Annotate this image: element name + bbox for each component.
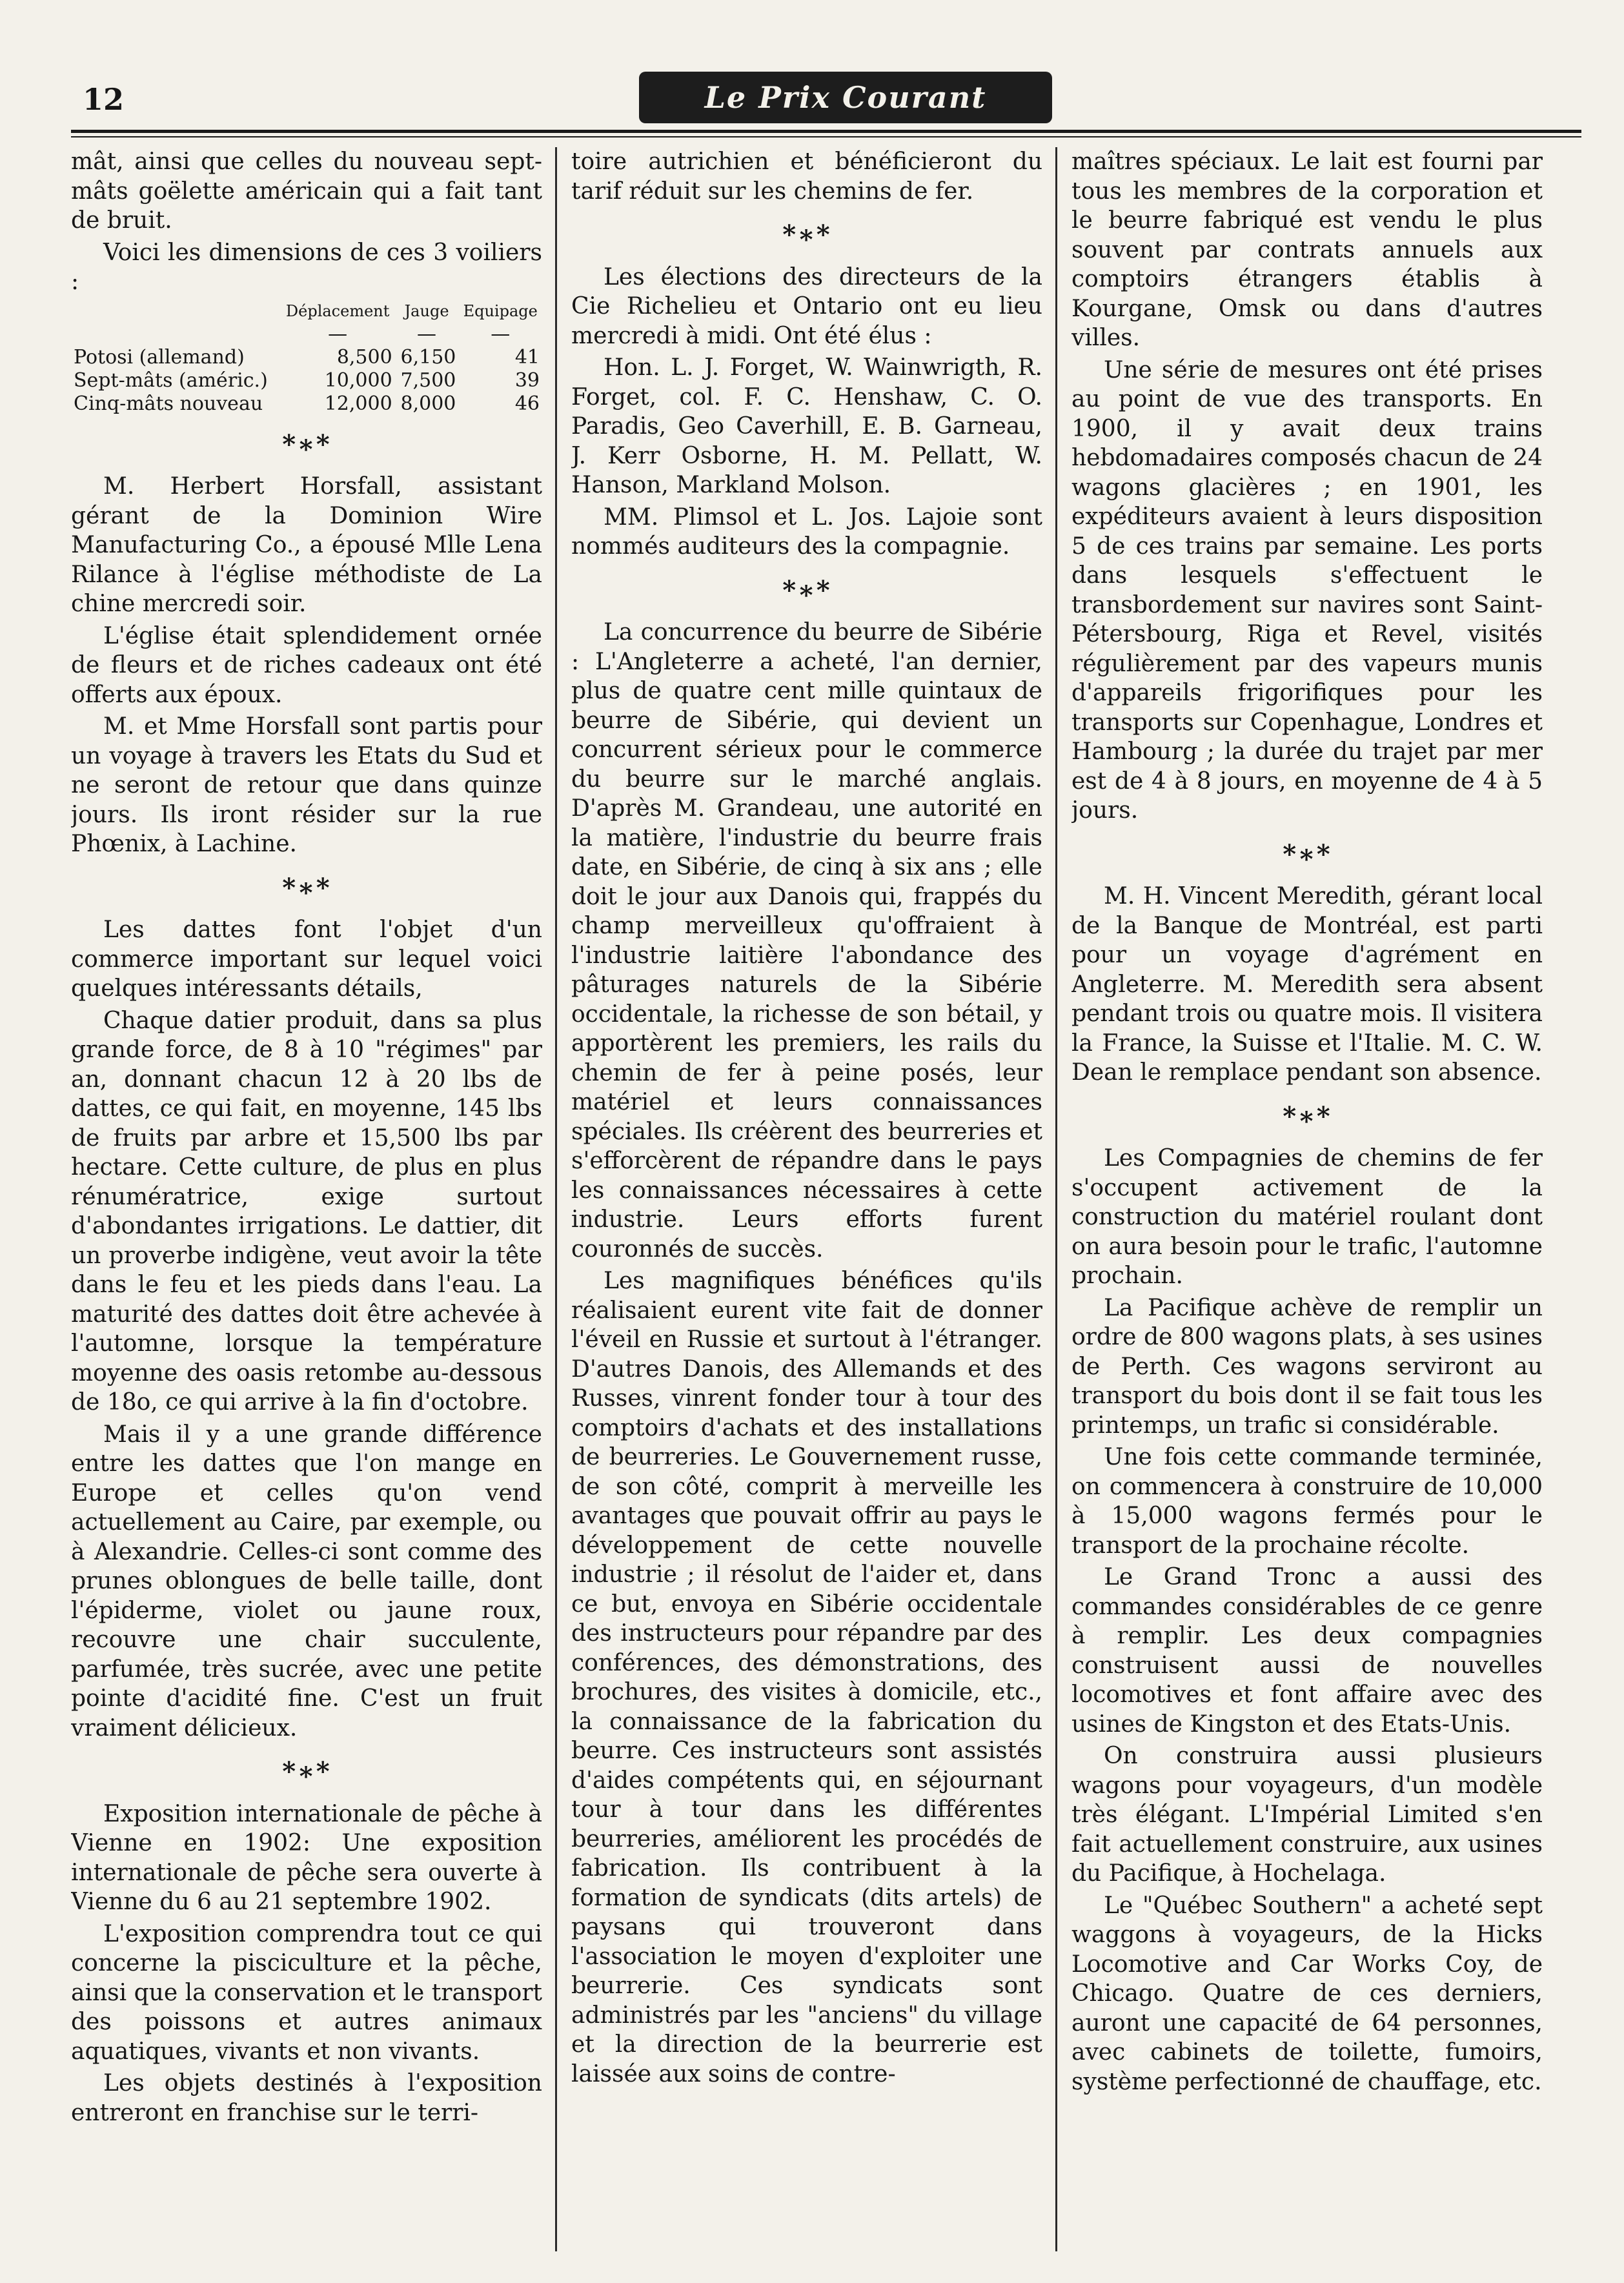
crew: 46 xyxy=(514,392,540,415)
paragraph: Les élections des directeurs de la Cie Richelieu et Ontario ont eu lieu mercredi à midi. Ont été élus : xyxy=(571,263,1042,349)
paragraph: Les magnifiques bénéfices qu'ils réalisaient eurent vite fait de donner l'éveil en Russie et surtout à l'étranger. D'autres Danois, des Allemands et des Russes, vinrent fonder tour à tour des comptoirs d'achats et des installations de beurreries. Le Gouvernement russe, de son côté, comprit à merveille les avantages que pouvait offrir au pays le développement de cette nouvelle industrie ; il résolut de l'aider et, dans ce but, envoya en Sibérie occidentale des instructeurs pour répandre par des conférences, des démonstrations, des brochures, des visites à domicile, etc., la connaissance de la fabrication du beurre. Ces instructeurs sont assistés d'aides compétents qui, en séjournant tour à tour dans les différentes beurreries, améliorent les procédés de fabrication. Ils contribuent à la formation de syndicats (dits artels) de paysans qui trouveront dans l'association le moyen d'exploiter une beurrerie. Ces syndicats sont administrés par les "anciens" du village et la direction de la beurrerie est laissée aux soins de contre- xyxy=(571,1268,1042,2087)
column-divider xyxy=(555,147,557,2251)
paragraph: L'église était splendidement ornée de fleurs et de riches cadeaux ont été offerts aux époux. xyxy=(71,622,542,708)
paragraph: Le Grand Tronc a aussi des commandes considérables de ce genre à remplir. Les deux compagnies construisent aussi de nouvelles locomotives et font affaire avec des usines de Kingston et des Etats-Unis. xyxy=(1071,1564,1543,1738)
table-dash: — xyxy=(417,322,437,345)
table-header: Equipage xyxy=(463,301,538,320)
section-separator: *∗* xyxy=(282,872,331,903)
table-header: Déplacement xyxy=(285,301,390,320)
column-1 xyxy=(71,147,542,2251)
column-divider xyxy=(1055,147,1057,2251)
paragraph: Les objets destinés à l'exposition entreront en franchise sur le terri- xyxy=(71,2070,542,2126)
paragraph: M. H. Vincent Meredith, gérant local de la Banque de Montréal, est parti pour un voyage d'agrément en Angleterre. M. Meredith sera absent pendant trois ou quatre mois. Il visitera la France, la Suisse et l'Italie. M. C. W. Dean le remplace pendant son absence. xyxy=(1071,883,1543,1086)
paragraph: toire autrichien et bénéficieront du tarif réduit sur les chemins de fer. xyxy=(571,148,1042,205)
article-columns xyxy=(71,147,1581,2251)
header-rule-thin xyxy=(71,136,1581,137)
displacement: 10,000 xyxy=(324,369,392,392)
section-separator: *∗* xyxy=(782,574,831,605)
ship-name: Potosi (allemand) xyxy=(74,345,245,369)
paragraph: Une fois cette commande terminée, on commencera à construire de 10,000 à 15,000 wagons fermés pour le transport de la prochaine récolte. xyxy=(1071,1444,1543,1559)
paragraph: Mais il y a une grande différence entre les dattes que l'on mange en Europe et celles qu'on vend actuellement au Caire, par exemple, ou à Alexandrie. Celles-ci sont comme des prunes oblongues de belle taille, dont l'épiderme, violet ou jaune roux, recouvre une chair succulente, parfumée, très sucrée, avec une petite pointe d'acidité fine. C'est un fruit vraiment délicieux. xyxy=(71,1421,542,1741)
paragraph: Le "Québec Southern" a acheté sept waggons à voyageurs, de la Hicks Locomotive and Car Works Coy, de Chicago. Quatre de ces derniers, auront une capacité de 64 personnes, avec cabinets de toilette, fumoirs, système perfectionné de chauffage, etc. xyxy=(1071,1892,1543,2095)
tonnage: 6,150 xyxy=(400,345,456,369)
paragraph: MM. Plimsol et L. Jos. Lajoie sont nommés auditeurs des la compagnie. xyxy=(571,503,1042,560)
paragraph: La Pacifique achève de remplir un ordre de 800 wagons plats, à ses usines de Perth. Ces wagons serviront au transport du bois dont il se fait tous les printemps, un trafic si considérable. xyxy=(1071,1294,1543,1439)
paragraph: Une série de mesures ont été prises au point de vue des transports. En 1900, il y avait deux trains hebdomadaires composés chacun de 24 wagons glacières ; en 1901, les expéditeurs avaient à leurs disposition 5 de ces trains par semaine. Les ports dans lesquels s'effectuent le transbordement sur navires sont Saint-Pétersbourg, Riga et Revel, visités régulièrement par des vapeurs munis d'appareils frigorifiques pour les transports sur Copenhague, Londres et Hambourg ; la durée du trajet par mer est de 4 à 8 jours, en moyenne de 4 à 5 jours. xyxy=(1071,356,1543,824)
section-separator: *∗* xyxy=(1283,838,1332,869)
paragraph: Les dattes font l'objet d'un commerce important sur lequel voici quelques intéressants détails, xyxy=(71,917,542,1002)
crew: 41 xyxy=(514,345,540,369)
paragraph: Les Compagnies de chemins de fer s'occupent activement de la construction du matériel roulant dont on aura besoin pour le trafic, l'automne prochain. xyxy=(1071,1145,1543,1289)
column-3 xyxy=(1071,147,1543,2251)
section-separator: *∗* xyxy=(1283,1101,1332,1131)
table-dash: — xyxy=(328,322,348,345)
displacement: 12,000 xyxy=(324,392,392,415)
paragraph: Chaque datier produit, dans sa plus grande force, de 8 à 10 "régimes" par an, donnant chacun 12 à 20 lbs de dattes, ce qui fait, en moyenne, 145 lbs de fruits par arbre et 15,500 lbs par hectare. Cette culture, de plus en plus rénumératrice, exige surtout d'abondantes irrigations. Le dattier, dit un proverbe indigène, veut avoir la tête dans le feu et les pieds dans l'eau. La maturité des dattes doit être achevée à l'automne, lorsque la température moyenne des oasis retombe au-dessous de 18o, ce qui arrive à la fin d'octobre. xyxy=(71,1007,542,1415)
masthead-logo: Le Prix Courant xyxy=(639,72,1052,123)
paragraph: M. Herbert Horsfall, assistant gérant de la Dominion Wire Manufacturing Co., a épousé Mlle Lena Rilance à l'église méthodiste de La chine mercredi soir. xyxy=(71,473,542,617)
column-2 xyxy=(571,147,1042,2251)
paragraph: Voici les dimensions de ces 3 voiliers : xyxy=(71,239,542,295)
section-separator: *∗* xyxy=(282,1756,331,1787)
page-number: 12 xyxy=(83,82,125,117)
table-row xyxy=(71,369,542,392)
paragraph: M. et Mme Horsfall sont partis pour un voyage à travers les Etats du Sud et ne seront de retour que dans quinze jours. Ils iront résider sur la rue Phœnix, à Lachine. xyxy=(71,713,542,857)
table-header xyxy=(71,299,281,323)
ship-name: Sept-mâts (améric.) xyxy=(74,369,268,392)
section-separator: *∗* xyxy=(782,219,831,250)
page-header xyxy=(71,68,1581,139)
ship-name: Cinq-mâts nouveau xyxy=(74,392,263,415)
paragraph: On construira aussi plusieurs wagons pour voyageurs, d'un modèle très élégant. L'Impérial Limited s'en fait actuellement construire, aux usines du Pacifique, à Hochelaga. xyxy=(1071,1743,1543,1887)
crew: 39 xyxy=(514,369,540,392)
paragraph: maîtres spéciaux. Le lait est fourni par tous les membres de la corporation et le beurre fabriqué est vendu le plus souvent par contrats annuels aux comptoirs étrangers établis à Kourgane, Omsk ou dans d'autres villes. xyxy=(1071,148,1543,351)
paragraph: mât, ainsi que celles du nouveau sept-mâts goëlette américain qui a fait tant de bruit. xyxy=(71,148,542,234)
table-header: Jauge xyxy=(404,301,449,320)
tonnage: 7,500 xyxy=(400,369,456,392)
table-dash: — xyxy=(491,322,511,345)
ship-dimensions-table xyxy=(71,299,542,416)
section-separator: *∗* xyxy=(282,429,331,460)
table-row xyxy=(71,346,542,369)
paragraph: L'exposition comprendra tout ce qui concerne la pisciculture et la pêche, ainsi que la conservation et le transport des poissons et autres animaux aquatiques, vivants et non vivants. xyxy=(71,1920,542,2065)
tonnage: 8,000 xyxy=(400,392,456,415)
header-rule xyxy=(71,130,1581,133)
paragraph: Hon. L. J. Forget, W. Wainwrigth, R. Forget, col. F. C. Henshaw, C. O. Paradis, Geo Caverhill, E. B. Garneau, J. Kerr Osborne, H. M. Pellatt, W. Hanson, Markland Molson. xyxy=(571,354,1042,498)
paragraph: Exposition internationale de pêche à Vienne en 1902: Une exposition internationale de pêche sera ouverte à Vienne du 6 au 21 septembre 1902. xyxy=(71,1800,542,1915)
paragraph: La concurrence du beurre de Sibérie : L'Angleterre a acheté, l'an dernier, plus de quatre cent mille quintaux de beurre de Sibérie, qui devient un concurrent sérieux pour le commerce du beurre sur le marché anglais. D'après M. Grandeau, une autorité en la matière, l'industrie du beurre frais date, en Sibérie, de cinq à six ans ; elle doit le jour aux Danois qui, frappés du champ merveilleux qu'offraient à l'industrie laitière l'abondance des pâturages naturels de la Sibérie occidentale, la richesse de son bétail, y apportèrent les premiers, les rails du chemin de fer à peine posés, leur matériel et leurs connaissances spéciales. Ils créèrent des beurreries et s'efforcèrent de répandre dans le pays les connaissances nécessaires à cette industrie. Leurs efforts furent couronnés de succès. xyxy=(571,619,1042,1263)
table-row xyxy=(71,392,542,416)
displacement: 8,500 xyxy=(336,345,392,369)
